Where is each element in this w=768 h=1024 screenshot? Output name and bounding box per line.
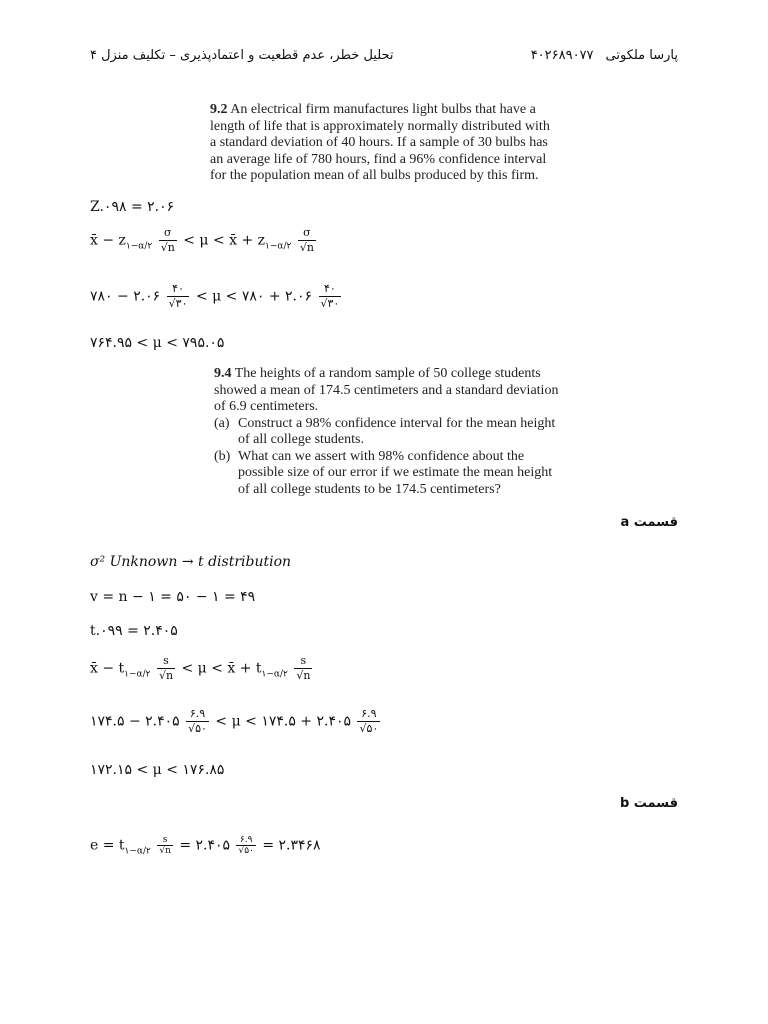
unknown-variance: σ² Unknown → t distribution [90,554,292,570]
problem-number: 9.2 [210,102,228,117]
section-a-label: قسمت a [620,515,678,530]
fraction-40-sqrt-30: $\frac{۴۰}{√۳۰}$ [320,282,340,310]
part-b: (b) What can we assert with 98% confidence about the possible size of our error if we estimate the mean height of all college students to be 174.5 centimeters? [214,448,553,497]
ci-numeric-9-2: ۷۸۰ − ۲.۰۶ $\frac{۴۰}{√۳۰}$ < μ < ۷۸۰ + ۲.۰۶ $\frac{۴۰}{√۳۰}$ [90,282,340,310]
z-value: Z.۰۹۸ = ۲.۰۶ [90,199,175,215]
header-student [531,48,678,63]
result-9-2: ۷۶۴.۹۵ < μ < ۷۹۵.۰۵ [90,335,225,351]
problem-number: 9.4 [214,366,232,381]
course-title: تحلیل خطر، عدم قطعیت و اعتمادپذیری – تکلیف منزل ۴ [90,48,394,63]
section-b-label: قسمت b [619,796,678,811]
problem-9-4 [214,366,560,498]
student-name: پارسا ملکوتی [605,48,678,63]
problem-9-2 [210,102,556,185]
result-9-4a: ۱۷۲.۱۵ < μ < ۱۷۶.۸۵ [90,762,225,778]
ci-numeric-9-4: ۱۷۴.۵ − ۲.۴۰۵ $\frac{۶.۹}{√۵۰}$ < μ < ۱۷۴.۵ + ۲.۴۰۵ $\frac{۶.۹}{√۵۰}$ [90,707,379,735]
problem-text: The heights of a random sample of 50 college students showed a mean of 174.5 centimeters and a standard deviation of 6.9 centimeters. [214,366,559,414]
s-over-sqrt-n: $\frac{s}{√n}$ [158,654,174,682]
error-formula: $e = t_{۱-\alpha/۲}$ $\frac{s}{√n}$ = ۲.۴۰۵ $\frac{۶.۹}{√۵۰}$ = ۲.۳۴۶۸ [90,835,321,857]
sigma-over-sqrt-n: $\frac{\sigma}{√n}$ [160,226,175,254]
s-over-sqrt-n: $\frac{s}{√n}$ [159,835,171,856]
student-id: ۴۰۲۶۸۹۰۷۷ [530,48,594,63]
ci-formula-z: x̄ − $z_{۱-\alpha/۲}$ $\frac{\sigma}{√n}$ < μ < x̄ + $z_{۱-\alpha/۲}$ $\frac{\sigma}{√n}$ [90,226,314,254]
ci-formula-t: x̄ − $t_{۱-\alpha/۲}$ $\frac{s}{√n}$ < μ < x̄ + $t_{۱-\alpha/۲}$ $\frac{s}{√n}$ [90,654,311,682]
fraction-69-sqrt-50: $\frac{۶.۹}{√۵۰}$ [238,835,254,856]
problem-text: An electrical firm manufactures light bulbs that have a length of life that is approximately normally distributed with a standard deviation of 40 hours. If a sample of 30 bulbs has an average life of 780 hours, find a 96% confidence interval for the population mean of all bulbs produced by this firm. [210,102,550,183]
sigma-over-sqrt-n: $\frac{\sigma}{√n}$ [299,226,314,254]
t-value: t.۰۹۹ = ۲.۴۰۵ [90,623,178,639]
part-a: (a) Construct a 98% confidence interval for the mean height of all college students. [214,415,556,447]
fraction-69-sqrt-50: $\frac{۶.۹}{√۵۰}$ [359,707,379,735]
s-over-sqrt-n: $\frac{s}{√n}$ [296,654,311,682]
fraction-69-sqrt-50: $\frac{۶.۹}{√۵۰}$ [188,707,207,735]
degrees-of-freedom: v = n − ۱ = ۵۰ − ۱ = ۴۹ [90,589,256,605]
fraction-40-sqrt-30: $\frac{۴۰}{√۳۰}$ [168,282,188,310]
